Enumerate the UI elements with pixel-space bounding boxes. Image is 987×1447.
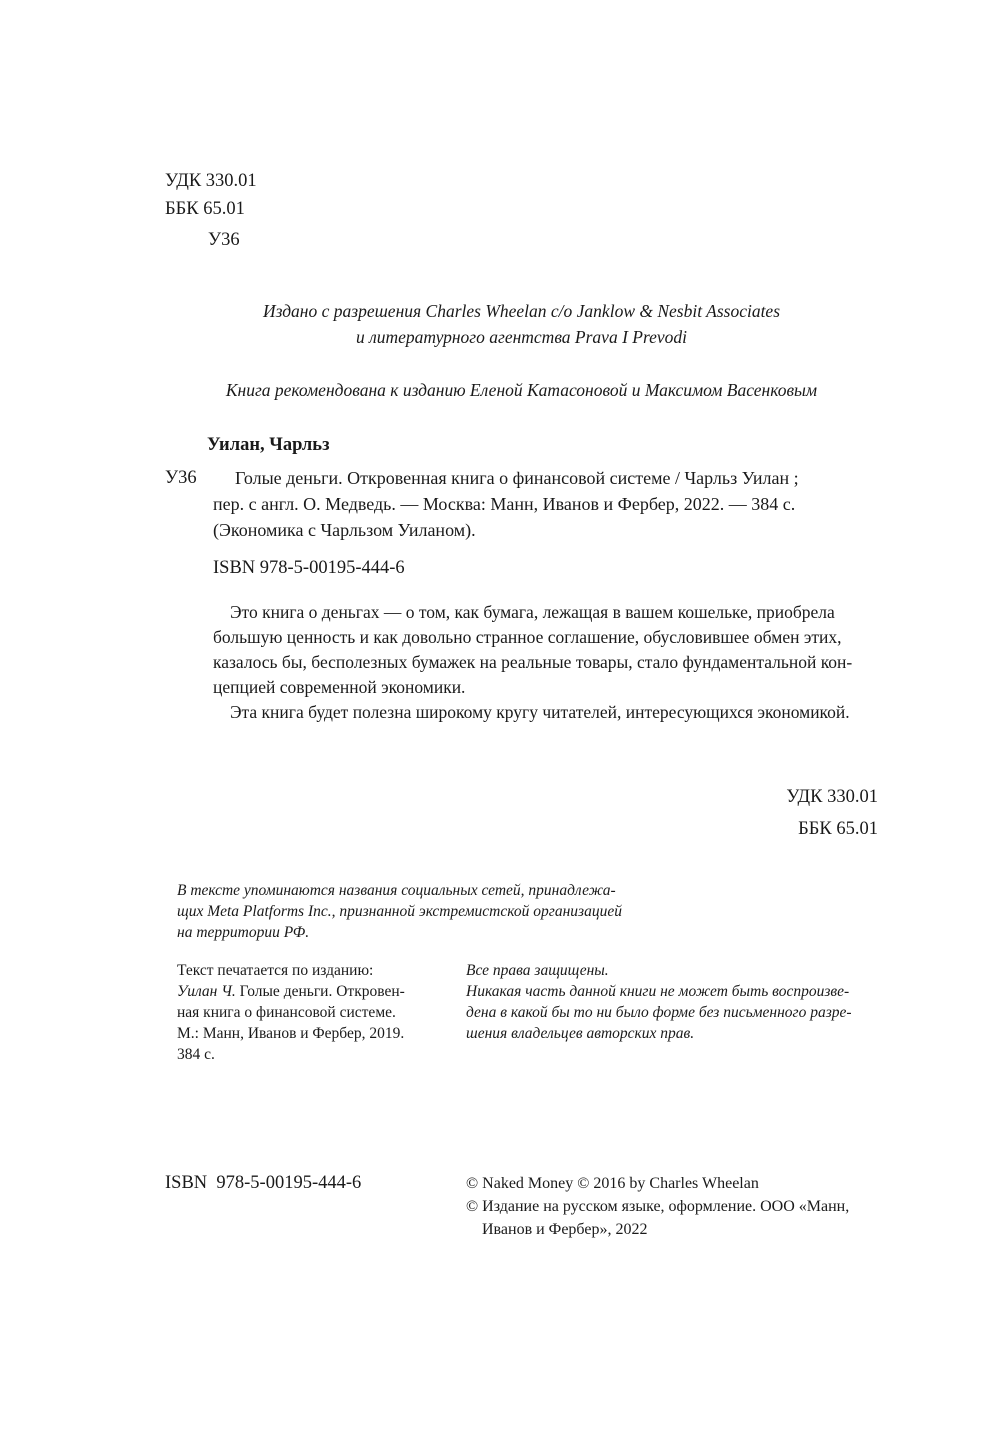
source-edition-title: Голые деньги. Откровен-	[235, 983, 405, 1000]
description-line-3: (Экономика с Чарльзом Уиланом).	[213, 520, 476, 540]
copyrights	[466, 1172, 886, 1241]
bibliographic-description	[213, 465, 881, 543]
bottom-codes	[678, 784, 878, 842]
source-edition-line-1	[177, 981, 447, 1002]
recommendation: Книга рекомендована к изданию Еленой Катасоновой и Максимом Васенковым	[225, 380, 818, 400]
source-edition-line-3: М.: Манн, Иванов и Фербер, 2019.	[177, 1025, 405, 1042]
permission-line-2: и литературного агентства Prava I Prevodi	[355, 327, 688, 347]
rights-line-3: шения владельцев авторских прав.	[466, 1025, 695, 1042]
rights-line-1: Никакая часть данной книги не может быть воспроизве-	[466, 983, 850, 1000]
author-mark: У36	[208, 230, 240, 250]
publication-permission	[165, 298, 878, 350]
rights-line-2: дена в какой бы то ни было форме без письменного разре-	[466, 1004, 852, 1021]
bottom-udk-code: УДК 330.01	[786, 787, 878, 807]
description-line-1: Голые деньги. Откровенная книга о финансовой системе / Чарльз Уилан ;	[235, 468, 799, 488]
copyright-line-3: Иванов и Фербер», 2022	[482, 1221, 648, 1238]
annotation-line-4: цепцией современной экономики.	[213, 677, 466, 697]
copyright-line-1: © Naked Money © 2016 by Charles Wheelan	[466, 1175, 759, 1192]
annotation-line-1: Это книга о деньгах — о том, как бумага, лежащая в вашем кошельке, приобрела	[230, 602, 835, 622]
record-author-mark: У36	[165, 468, 197, 488]
author-heading: Уилан, Чарльз	[207, 435, 330, 455]
record-isbn: ISBN 978-5-00195-444-6	[213, 558, 405, 578]
top-codes	[165, 168, 365, 253]
social-notice-line-1: В тексте упоминаются названия социальных сетей, принадлежа-	[177, 882, 616, 899]
bottom-bbk-code: ББК 65.01	[798, 819, 878, 839]
source-edition-author: Уилан Ч.	[177, 983, 236, 1000]
source-edition-line-4: 384 с.	[177, 1046, 215, 1063]
annotation-line-3: казалось бы, бесполезных бумажек на реальные товары, стало фундаментальной кон-	[213, 652, 853, 672]
bbk-code: ББК 65.01	[165, 199, 245, 219]
udk-code: УДК 330.01	[165, 171, 257, 191]
source-edition	[177, 960, 447, 1065]
copyright-line-2: © Издание на русском языке, оформление. ООО «Манн,	[466, 1198, 850, 1215]
permission-line-1: Издано с разрешения Charles Wheelan c/o Janklow & Nesbit Associates	[262, 301, 781, 321]
annotation	[213, 600, 881, 725]
rights-title: Все права защищены.	[466, 962, 609, 979]
footer-isbn: ISBN 978-5-00195-444-6	[165, 1173, 362, 1193]
social-notice-line-3: на территории РФ.	[177, 924, 310, 941]
social-notice-line-2: щих Meta Platforms Inc., признанной экстремистской организацией	[177, 903, 622, 920]
source-edition-intro: Текст печатается по изданию:	[177, 962, 374, 979]
rights-notice	[466, 960, 886, 1044]
description-line-2: пер. с англ. О. Медведь. — Москва: Манн, Иванов и Фербер, 2022. — 384 с.	[213, 494, 796, 514]
source-edition-line-2: ная книга о финансовой системе.	[177, 1004, 396, 1021]
social-notice	[177, 880, 677, 943]
annotation-paragraph-2: Эта книга будет полезна широкому кругу читателей, интересующихся экономикой.	[230, 702, 850, 722]
annotation-line-2: большую ценность и как довольно странное соглашение, обусловившее обмен этих,	[213, 627, 842, 647]
